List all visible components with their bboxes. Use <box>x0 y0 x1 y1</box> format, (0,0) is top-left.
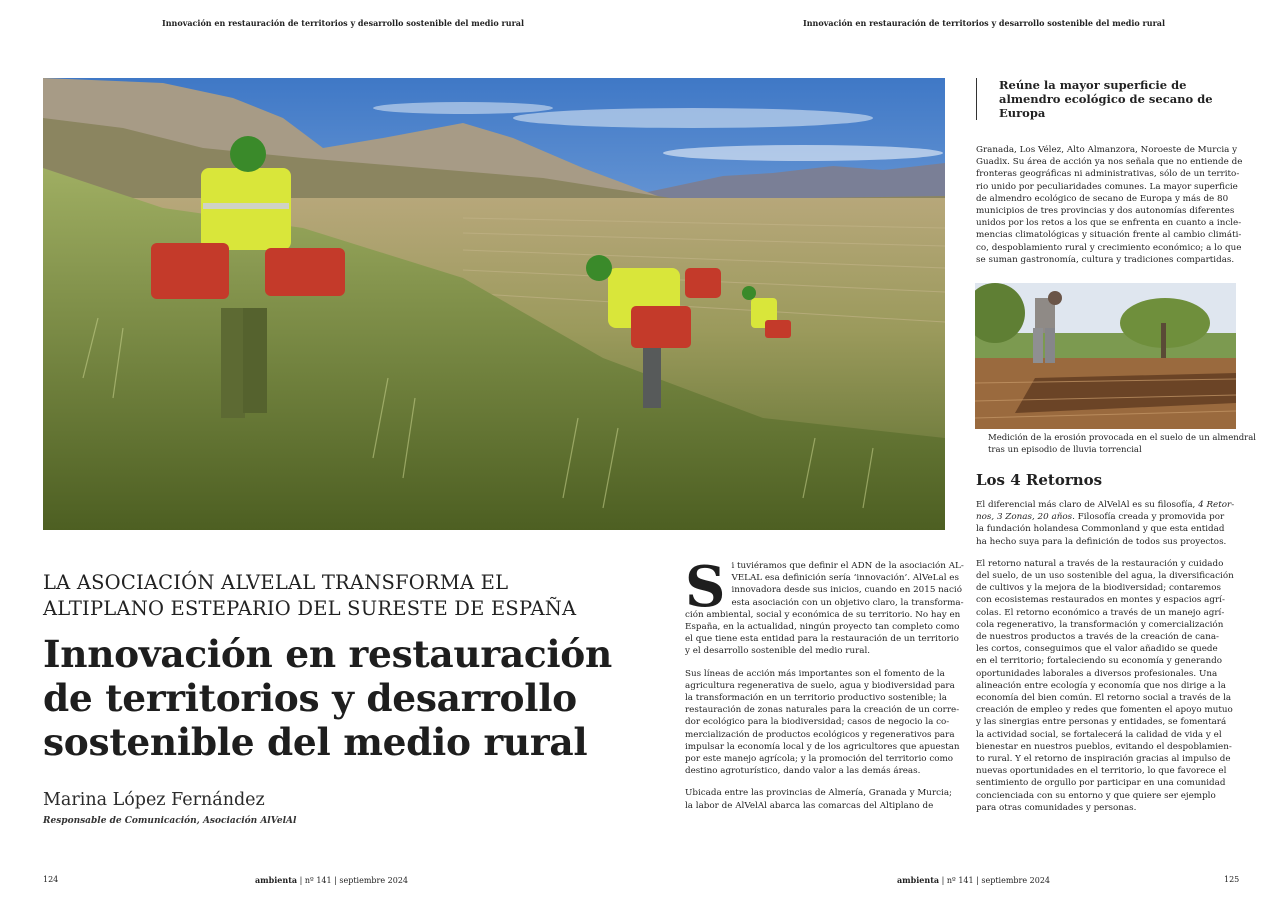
erosion-measurement-photo-icon <box>975 283 1236 429</box>
footer-left <box>255 875 408 885</box>
text-line: mercialización de productos ecológicos y regenerativos para <box>685 729 955 740</box>
kicker-line-1: LA ASOCIACIÓN ALVELAL TRANSFORMA EL <box>43 571 509 594</box>
text-line: la actividad social, se fortalecerá la calidad de vida y el <box>976 729 1222 740</box>
text-line: el que tiene esta entidad para la restauración de un territorio <box>685 634 959 645</box>
pull-quote-line: Reúne la mayor superficie de <box>999 78 1187 92</box>
landscape-photo-workers-planting-icon <box>43 78 945 530</box>
pull-quote-line: Europa <box>999 106 1046 120</box>
text-line: ha hecho suya para la definición de todos sus proyectos. <box>976 536 1227 547</box>
caption-line: tras un episodio de lluvia torrencial <box>988 444 1142 455</box>
text-line: destino agroturístico, dando valor a las demás áreas. <box>685 766 921 777</box>
text-line: de nuestros productos a través de la creación de cana- <box>976 632 1219 643</box>
text-emphasis: nos, 3 Zonas, 20 años <box>976 512 1073 523</box>
text-line: España, en la actualidad, ningún proyecto tan completo como <box>685 622 960 633</box>
body-paragraph <box>685 668 960 778</box>
body-column-1 <box>685 554 964 822</box>
photo-caption <box>988 433 1257 456</box>
article-title <box>43 632 653 764</box>
body-paragraph <box>976 499 1238 548</box>
body-paragraph <box>976 558 1238 814</box>
text-line: innovadora desde sus inicios, cuando en 2015 nació <box>731 585 962 596</box>
text-line: y el desarrollo sostenible del medio rural. <box>685 646 871 657</box>
text-line: ción ambiental, social y económica de su territorio. No hay en <box>685 609 961 620</box>
text-line: impulsar la economía local y de los agricultores que apuestan <box>685 741 960 752</box>
article-kicker <box>43 570 643 622</box>
text-line: to rural. Y el retorno de inspiración gracias al impulso de <box>976 754 1231 765</box>
body-column-3 <box>976 499 1238 824</box>
body-paragraph <box>685 554 964 658</box>
text-line: mencias climatológicas y situación frente al cambio climáti- <box>976 230 1242 241</box>
text-run: El diferencial más claro de AlVelAl es su filosofía, <box>976 500 1199 510</box>
text-line: oportunidades laborales a diversos profesionales. Una <box>976 668 1218 679</box>
author-role: Responsable de Comunicación, Asociación AlVelAl <box>43 816 297 826</box>
title-line-2: de territorios y desarrollo <box>43 676 577 720</box>
text-line: El retorno natural a través de la restauración y cuidado <box>976 558 1224 569</box>
text-line: municipios de tres provincias y dos autonomías diferentes <box>976 206 1235 217</box>
text-line: la labor de AlVelAl abarca las comarcas del Altiplano de <box>685 800 934 811</box>
text-line: en el territorio; fortaleciendo su economía y generando <box>976 656 1223 667</box>
text-line: creación de empleo y redes que fomenten el apoyo mutuo <box>976 705 1233 716</box>
text-line: con ecosistemas restaurados en montes y espacios agrí- <box>976 595 1225 606</box>
text-line: por este manejo agrícola; y la promoción del territorio como <box>685 754 954 765</box>
magazine-name: ambienta <box>897 875 940 885</box>
text-line: bienestar en nuestros pueblos, evitando el despoblamien- <box>976 741 1232 752</box>
pull-quote-line: almendro ecológico de secano de <box>999 92 1213 106</box>
text-line: economía del bien común. El retorno social a través de la <box>976 693 1232 704</box>
text-line: unidos por los retos a los que se enfrenta en cuanto a inclе- <box>976 218 1242 229</box>
text-run: . Filosofía creada y promovida por <box>1072 512 1225 523</box>
text-line: Guadix. Su área de acción ya nos señala que no entiende de <box>976 157 1243 168</box>
text-emphasis: 4 Retor- <box>1198 500 1235 510</box>
text-line: dor ecológico para la biodiversidad; casos de negocio la co- <box>685 717 950 728</box>
footer-right <box>897 875 1050 885</box>
text-line: sentimiento de orgullo por participar en una comunidad <box>976 778 1226 789</box>
text-line: fronteras geográficas ni administrativas, sólo de un territo- <box>976 169 1240 180</box>
issue-info: | nº 141 | septiembre 2024 <box>939 876 1051 885</box>
text-line: del suelo, de un uso sostenible del agua, la diversificación <box>976 571 1234 582</box>
magazine-name: ambienta <box>255 875 298 885</box>
erosion-photo <box>975 283 1236 429</box>
page-number-right: 125 <box>1224 875 1240 884</box>
text-line: para otras comunidades y personas. <box>976 802 1137 813</box>
drop-cap: S <box>685 554 726 620</box>
text-line: esta asociación con un objetivo claro, la transforma- <box>731 597 964 608</box>
text-line <box>976 499 1238 511</box>
text-line: alineación entre ecología y economía que nos dirige a la <box>976 680 1226 691</box>
caption-line: Medición de la erosión provocada en el suelo de un almendral <box>988 433 1257 443</box>
text-line: colas. El retorno económico a través de un manejo agrí- <box>976 607 1225 618</box>
title-line-1: Innovación en restauración <box>43 632 612 676</box>
text-line: de cultivos y la mejora de la biodiversidad; contaremos <box>976 583 1221 594</box>
text-line: agricultura regenerativa de suelo, agua y biodiversidad para <box>685 680 955 691</box>
body-column-2 <box>976 144 1243 276</box>
running-head-right: Innovación en restauración de territorios y desarrollo sostenible del medio rural <box>803 18 1166 28</box>
issue-info: | nº 141 | septiembre 2024 <box>297 876 409 885</box>
text-line <box>976 511 1238 523</box>
text-line: VELAL esa definición sería ‘innovación’. AlVeLal es <box>731 573 959 584</box>
text-line: y las sinergias entre personas y entidades, se fomentará <box>976 717 1227 728</box>
title-line-3: sostenible del medio rural <box>43 720 588 764</box>
kicker-line-2: ALTIPLANO ESTEPARIO DEL SURESTE DE ESPAÑA <box>43 597 577 620</box>
text-line: co, despoblamiento rural y crecimiento económico; a lo que <box>976 242 1242 253</box>
text-line: restauración de zonas naturales para la creación de un corre- <box>685 705 960 716</box>
text-line: Granada, Los Vélez, Alto Almanzora, Noroeste de Murcia y <box>976 145 1238 155</box>
text-line: cola regenerativo, la transformación y comercialización <box>976 619 1224 630</box>
section-subhead: Los 4 Retornos <box>976 471 1103 489</box>
text-line: Sus líneas de acción más importantes son el fomento de la <box>685 668 945 679</box>
text-line: les cortos, conseguimos que el valor añadido se quede <box>976 644 1218 655</box>
hero-photo <box>43 78 945 530</box>
text-line: se suman gastronomía, cultura y tradiciones compartidas. <box>976 254 1235 265</box>
text-line: la transformación en un territorio productivo sostenible; la <box>685 693 947 704</box>
text-line: Ubicada entre las provincias de Almería, Granada y Murcia; <box>685 788 952 799</box>
body-paragraph <box>685 787 952 811</box>
running-head-left: Innovación en restauración de territorios y desarrollo sostenible del medio rural <box>162 18 525 28</box>
author-name: Marina López Fernández <box>43 790 265 810</box>
body-paragraph <box>976 144 1243 266</box>
text-line: rio unido por peculiaridades comunes. La mayor superficie <box>976 181 1238 192</box>
text-line: concienciada con su entorno y que quiere ser ejemplo <box>976 790 1216 801</box>
text-line: la fundación holandesa Commonland y que esta entidad <box>976 524 1225 535</box>
pull-quote <box>976 78 1219 120</box>
page-number-left: 124 <box>43 875 59 884</box>
text-line: nuevas oportunidades en el territorio, lo que favorece el <box>976 766 1227 777</box>
text-line: de almendro ecológico de secano de Europa y más de 80 <box>976 193 1229 204</box>
text-line: i tuviéramos que definir el ADN de la asociación AL- <box>731 561 964 571</box>
